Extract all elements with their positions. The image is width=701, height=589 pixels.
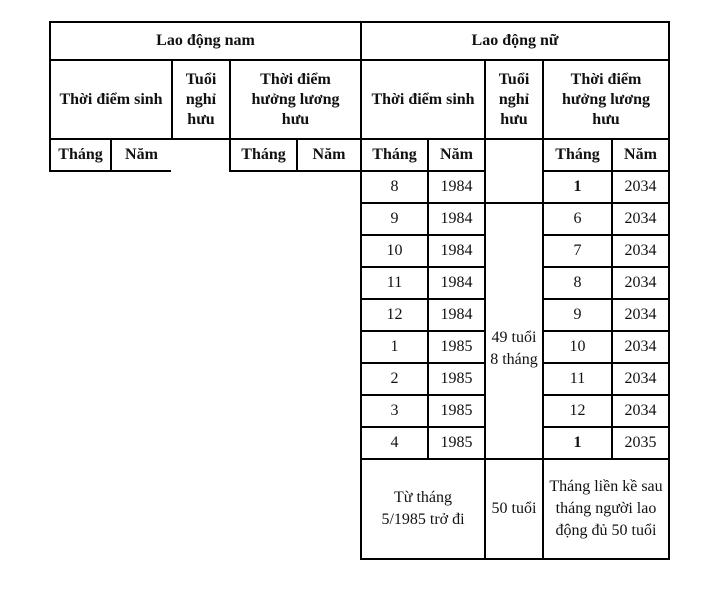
table-row-1-pension-month: 6 (542, 202, 613, 236)
table-row-1-birth-month: 9 (360, 202, 429, 236)
male-section-title (49, 21, 362, 61)
table-row-3-pension-month: 8 (542, 266, 613, 300)
table-row-3-birth-month: 11 (360, 266, 429, 300)
table-row-0-birth-month: 8 (360, 170, 429, 204)
table-row-0-pension-year: 2034 (611, 170, 670, 204)
table-row-4-birth-month: 12 (360, 298, 429, 332)
male-subheader-birth-year: Năm (110, 138, 173, 172)
table-row-5-pension-year: 2034 (611, 330, 670, 364)
female-age-group-49y8m: 49 tuổi 8 tháng (484, 202, 544, 460)
table-row-8-pension-month: 1 (542, 426, 613, 460)
table-row-3-birth-year: 1984 (427, 266, 486, 300)
table-row-1-pension-year: 2034 (611, 202, 670, 236)
female-section-title (360, 21, 670, 61)
table-row-2-pension-month: 7 (542, 234, 613, 268)
table-row-2-pension-year: 2034 (611, 234, 670, 268)
male-header-retirement-age: Tuổi nghỉ hưu (171, 59, 231, 140)
table-row-2-birth-month: 10 (360, 234, 429, 268)
table-row-6-pension-month: 11 (542, 362, 613, 396)
table-row-5-birth-month: 1 (360, 330, 429, 364)
table-row-3-pension-year: 2034 (611, 266, 670, 300)
female-last-row-pension: Tháng liền kề sau tháng người lao động đủ 50 tuổi (542, 458, 670, 560)
male-title-text: Lao động nam (156, 32, 255, 49)
table-row-4-pension-month: 9 (542, 298, 613, 332)
male-subheader-birth-month: Tháng (49, 138, 112, 172)
table-row-6-birth-month: 2 (360, 362, 429, 396)
female-subheader-pension-month: Tháng (542, 138, 613, 172)
male-subheader-pension-month: Tháng (229, 138, 298, 172)
male-subheader-pension-year: Năm (296, 138, 362, 172)
table-row-5-pension-month: 10 (542, 330, 613, 364)
table-row-7-birth-month: 3 (360, 394, 429, 428)
table-row-0-pension-month: 1 (542, 170, 613, 204)
table-row-1-birth-year: 1984 (427, 202, 486, 236)
table-row-7-birth-year: 1985 (427, 394, 486, 428)
table-row-2-birth-year: 1984 (427, 234, 486, 268)
female-last-row-age: 50 tuổi (484, 458, 544, 560)
male-header-birth: Thời điểm sinh (49, 59, 173, 140)
female-header-birth: Thời điểm sinh (360, 59, 486, 140)
female-subheader-birth-year: Năm (427, 138, 486, 172)
table-row-8-pension-year: 2035 (611, 426, 670, 460)
table-row-8-birth-year: 1985 (427, 426, 486, 460)
table-row-7-pension-year: 2034 (611, 394, 670, 428)
table-row-7-pension-month: 12 (542, 394, 613, 428)
female-subheader-birth-month: Tháng (360, 138, 429, 172)
female-subheader-pension-year: Năm (611, 138, 670, 172)
female-title-text: Lao động nữ (471, 32, 559, 49)
female-last-row-birth: Từ tháng 5/1985 trở đi (360, 458, 486, 560)
female-age-blank (484, 138, 544, 204)
female-header-retirement-age: Tuổi nghỉ hưu (484, 59, 544, 140)
table-row-4-birth-year: 1984 (427, 298, 486, 332)
table-row-4-pension-year: 2034 (611, 298, 670, 332)
table-row-5-birth-year: 1985 (427, 330, 486, 364)
male-subheader-age-blank (171, 138, 231, 172)
female-header-pension-time: Thời điểm hưởng lương hưu (542, 59, 670, 140)
table-row-6-pension-year: 2034 (611, 362, 670, 396)
table-row-6-birth-year: 1985 (427, 362, 486, 396)
table-row-8-birth-month: 4 (360, 426, 429, 460)
table-row-0-birth-year: 1984 (427, 170, 486, 204)
male-header-pension-time: Thời điểm hưởng lương hưu (229, 59, 362, 140)
